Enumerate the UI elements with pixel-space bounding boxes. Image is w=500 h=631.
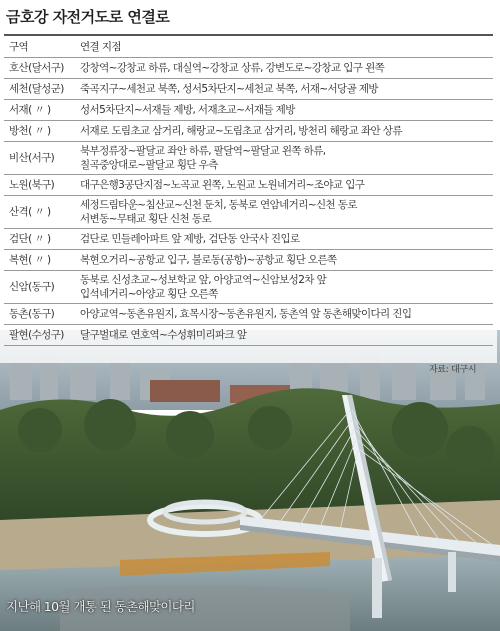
table-row bbox=[4, 58, 493, 79]
header-spots: 연결 지점 bbox=[80, 40, 121, 53]
row-spot-line: 대구은행3공단지점~노곡교 왼쪽, 노원교 노원네거리~조야교 입구 bbox=[80, 179, 365, 191]
row-spots bbox=[80, 80, 493, 98]
table-header-row bbox=[4, 36, 493, 58]
table-row bbox=[4, 250, 493, 271]
row-area: 팔현(수성구) bbox=[9, 329, 64, 341]
table-row bbox=[4, 304, 493, 325]
row-spot-line: 북부정류장~팔달교 좌안 하류, 팔달역~팔달교 왼쪽 하류, bbox=[80, 145, 326, 157]
row-spots bbox=[80, 196, 493, 228]
row-spot-line: 아양교역~동촌유원지, 효목시장~동촌유원지, 동촌역 앞 동촌해맞이다리 진입 bbox=[80, 308, 412, 320]
row-area: 세천(달성군) bbox=[9, 83, 64, 95]
row-spot-line: 입석네거리~아양교 횡단 오른쪽 bbox=[80, 288, 218, 300]
bridge-photo bbox=[0, 330, 500, 631]
table-row bbox=[4, 142, 493, 175]
row-area: 방천( 〃 ) bbox=[9, 125, 51, 137]
row-spots bbox=[80, 271, 493, 303]
row-area: 비산(서구) bbox=[9, 152, 55, 164]
row-spot-line: 성서5차단지~서재들 제방, 서재초교~서재들 제방 bbox=[80, 104, 295, 116]
row-area: 동촌(동구) bbox=[9, 308, 55, 320]
row-area: 신암(동구) bbox=[9, 281, 55, 293]
table-row bbox=[4, 175, 493, 196]
source-note: 자료: 대구시 bbox=[429, 365, 477, 375]
row-spots bbox=[80, 59, 493, 77]
row-spots bbox=[80, 251, 493, 269]
table-row bbox=[4, 229, 493, 250]
row-spots bbox=[80, 230, 493, 248]
table-row bbox=[4, 121, 493, 142]
row-spot-line: 서재로 도림초교 삼거리, 해랑교~도림초교 삼거리, 방천리 해랑교 좌안 상류 bbox=[80, 125, 402, 137]
row-spots bbox=[80, 176, 493, 194]
row-spot-line: 칠곡중앙대로~팔달교 횡단 우측 bbox=[80, 159, 218, 171]
photo-caption: 지난해 10월 개통 된 동촌해맞이다리 bbox=[6, 599, 195, 614]
row-area: 검단( 〃 ) bbox=[9, 233, 51, 245]
row-spot-line: 복현오거리~공항교 입구, 불로동(공항)~공항교 횡단 오른쪽 bbox=[80, 254, 337, 266]
table-row bbox=[4, 325, 493, 346]
row-area: 노원(북구) bbox=[9, 179, 55, 191]
table-body bbox=[4, 58, 493, 346]
row-spot-line: 검단로 민들레아파트 앞 제방, 검단동 안국사 진입로 bbox=[80, 233, 300, 245]
row-area: 호산(달서구) bbox=[9, 62, 64, 74]
row-area: 복현( 〃 ) bbox=[9, 254, 51, 266]
row-spots bbox=[80, 101, 493, 119]
row-spot-line: 세정드림타운~침산교~신천 둔치, 동북로 연암네거리~신천 동로 bbox=[80, 199, 357, 211]
bridge-photo-illustration bbox=[0, 330, 500, 631]
row-area: 서재( 〃 ) bbox=[9, 104, 51, 116]
row-spots bbox=[80, 326, 493, 344]
table-row bbox=[4, 271, 493, 304]
row-spots bbox=[80, 122, 493, 140]
row-spots bbox=[80, 142, 493, 174]
row-spot-line: 죽곡지구~세천교 북쪽, 성서5차단지~세천교 북쪽, 서재~서당골 제방 bbox=[80, 83, 378, 95]
table-row bbox=[4, 100, 493, 121]
row-spots bbox=[80, 305, 493, 323]
row-spot-line: 달구벌대로 연호역~수성휘미리파크 앞 bbox=[80, 329, 247, 341]
table-row bbox=[4, 196, 493, 229]
header-area: 구역 bbox=[9, 40, 29, 53]
row-spot-line: 강창역~강창교 하류, 대실역~강창교 상류, 강변도로~강창교 입구 왼쪽 bbox=[80, 62, 385, 74]
row-area: 산격( 〃 ) bbox=[9, 206, 51, 218]
graphic-title: 금호강 자전거도로 연결로 bbox=[6, 8, 170, 26]
row-spot-line: 서변동~무태교 횡단 신천 동로 bbox=[80, 213, 211, 225]
connection-table bbox=[4, 34, 493, 346]
row-spot-line: 동북로 신성초교~성보학교 앞, 아양교역~신암보성2차 앞 bbox=[80, 274, 327, 286]
table-row bbox=[4, 79, 493, 100]
